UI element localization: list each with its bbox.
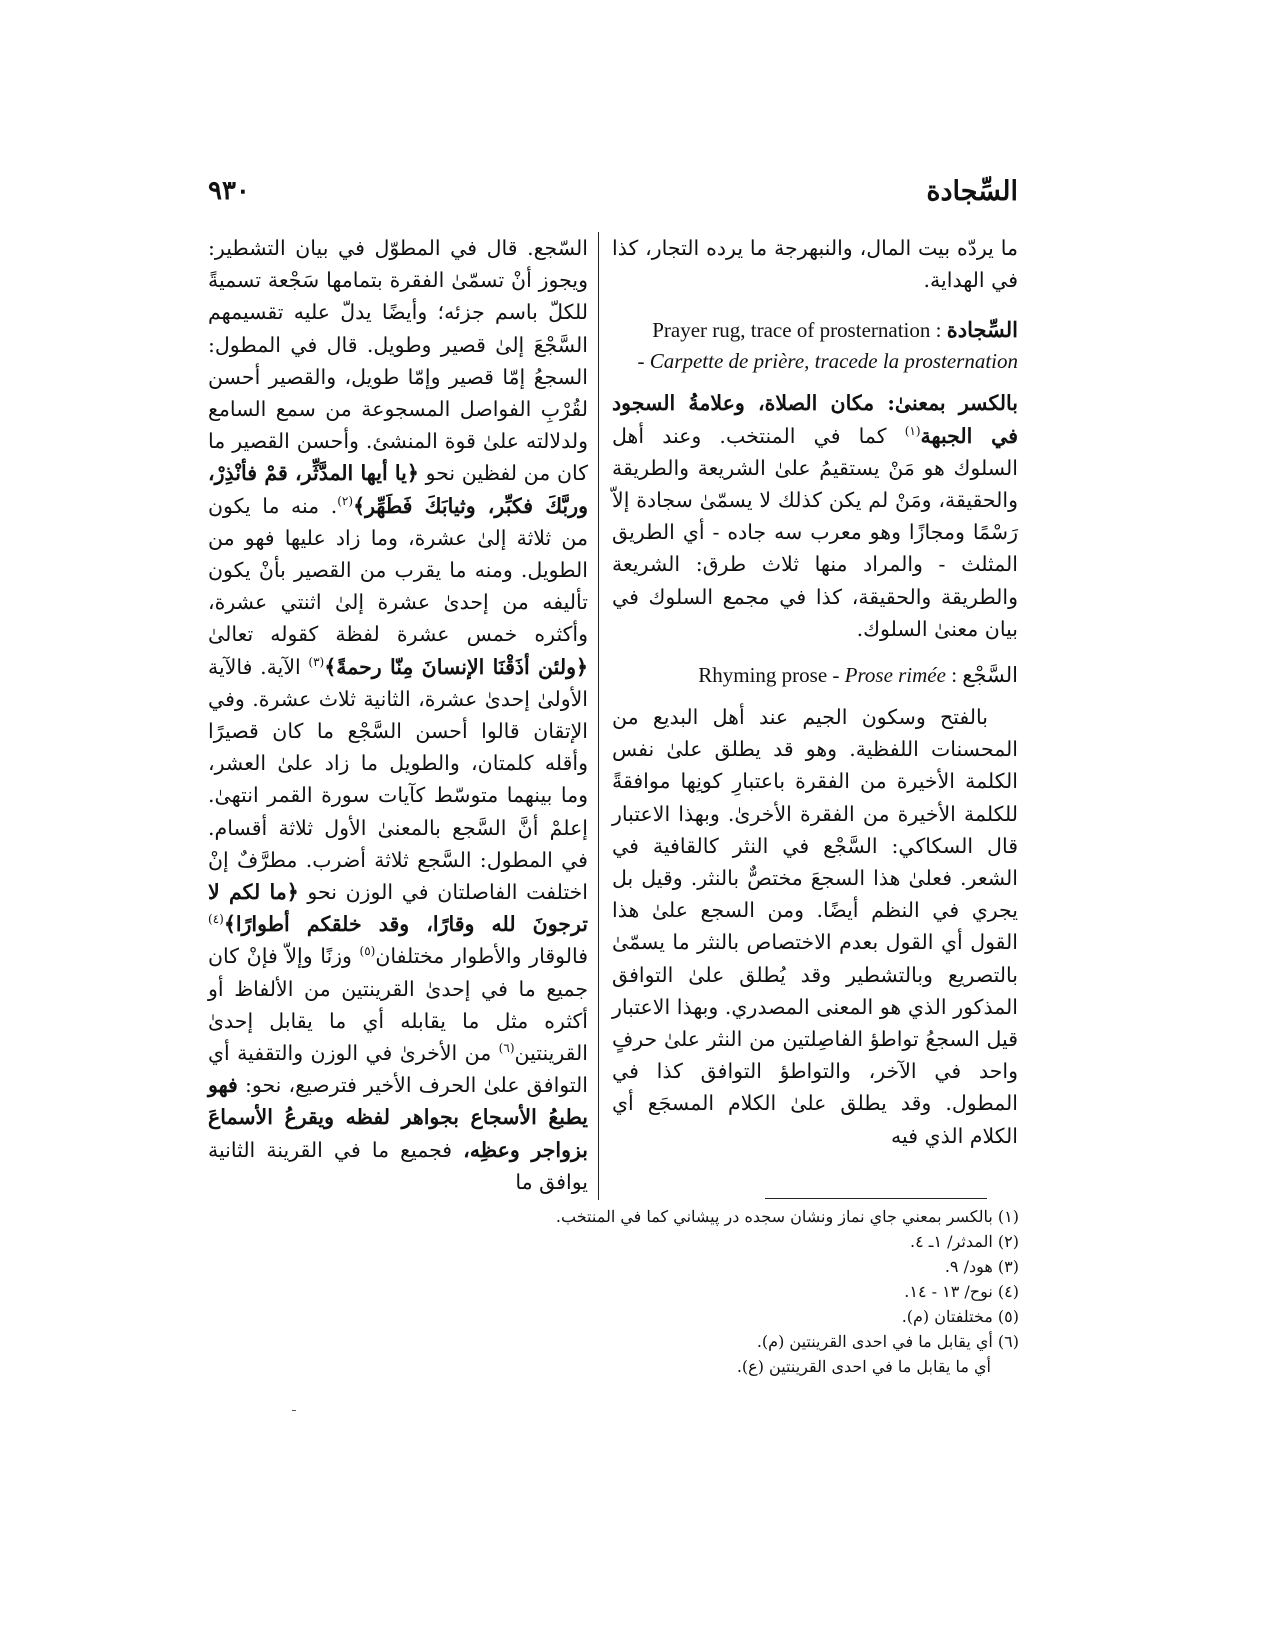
continued-paragraph <box>208 232 588 1198</box>
footnote-6: (٦) أي يقابل ما في احدى القرينتين (م). <box>756 1332 1019 1351</box>
footnote-ref: (٣) <box>308 654 325 669</box>
running-head: السِّجادة <box>926 176 1018 207</box>
footnote-ref: (١) <box>904 423 921 438</box>
body-text: الآية. فالآية الأولىٰ إحدىٰ عشرة، الثانية ثلاث عشرة. وفي الإتقان قالوا أحسن السَّجْع ما كان قصيرًا وأقله كلمتان، والطويل ما زاد علىٰ العشر، وما بينهما متوسّط كآيات سورة القمر انتهىٰ. إعلمْ أنَّ السَّجع بالمعنىٰ الأول ثلاثة أقسام. في المطول: السَّجع ثلاثة أضرب. مطرَّفٌ إنْ اختلفت الفاصلتان في الوزن نحو <box>208 654 589 905</box>
body-text: وزنًا وإلاّ فإنْ كان جميع ما في إحدىٰ القرينتين من الألفاظ أو أكثره مثل ما يقابله أي ما يقابل إحدىٰ القرينتين <box>208 944 588 1066</box>
page-number: ٩٣٠ <box>208 176 250 206</box>
left-column <box>208 232 588 1232</box>
footnote-ref: (٤) <box>208 912 224 927</box>
column-divider <box>598 232 599 1200</box>
footnote-ref: (٢) <box>337 493 354 508</box>
quran-quote: ﴿يا أيها المدَّثِّر، قمْ فأنْذِرْ، وربَّكَ فكبِّر، وثيابَكَ فَطَهِّر﴾ <box>208 461 588 518</box>
right-column <box>612 232 1018 1182</box>
example-quote: فهو يطبعُ الأسجاع بجواهر لفظه ويقرعُ الأسماعَ بزواجر وعظِه، <box>208 1073 589 1162</box>
footnote-6-continued: أي ما يقابل ما في احدى القرينتين (ع). <box>736 1357 991 1376</box>
intro-paragraph: ما يردّه بيت المال، والنبهرجة ما يرده التجار، كذا في الهداية. <box>612 236 1018 293</box>
scan-speck <box>292 1410 296 1411</box>
entry-term: السِّجادة <box>946 317 1018 343</box>
entry-english: Rhyming prose <box>698 663 828 688</box>
footnote-1: (١) بالكسر بمعني جاي نماز ونشان سجده در پيشاني كما في المنتخب. <box>555 1207 1019 1226</box>
footnote-divider <box>765 1198 987 1199</box>
quran-quote: ﴿ولئن أذَقْنَا الإنسانَ مِنّا رحمةً﴾ <box>324 654 588 679</box>
body-text: من الأخرىٰ في الوزن والتقفية أي التوافق علىٰ الحرف الأخير فترصيع، نحو: <box>208 1041 588 1098</box>
entry-french: Carpette de prière, tracede la prosternation <box>649 349 1018 374</box>
footnote-ref: (٥) <box>359 944 376 959</box>
footnotes <box>279 1204 1019 1379</box>
footnote-3: (٣) هود/ ٩. <box>944 1257 1019 1276</box>
entry-english: Prayer rug, trace of prosternation <box>652 318 931 343</box>
footnote-4: (٤) نوح/ ١٣ - ١٤. <box>904 1282 1019 1301</box>
page-header <box>208 176 1018 216</box>
footnote-2: (٢) المدثر/ ١ـ ٤. <box>910 1232 1019 1251</box>
footnote-ref: (٦) <box>498 1041 515 1056</box>
body-text: . منه ما يكون من ثلاثة إلىٰ عشرة، وما زاد عليها فهو من الطويل. ومنه ما يقرب من القصير بأنْ يكون تأليفه من إحدىٰ عشرة إلىٰ اثنتي عشرة، وأكثره خمس عشرة لفظة كقوله تعالىٰ <box>208 493 588 647</box>
entry-heading-sajjada: Prayer rug, trace of prosternation : السِّجادة - Carpette de prière, tracede la prosternation <box>637 317 1018 374</box>
entry-bold-lead: بالكسر بمعنىٰ: مكان الصلاة، وعلامةُ السجود في الجبهة <box>612 391 1018 448</box>
entry-text: كما في المنتخب. وعند أهل السلوك هو مَنْ يستقيمُ علىٰ الشريعة والطريقة والحقيقة، ومَنْ لم يكن كذلك لا يسمّىٰ سجادة إلاّ رَسْمًا ومجازًا وهو معرب سه جاده - أي الطريق المثلث - والمراد منها ثلاث طرق: الشريعة والطريقة والحقيقة، كذا في مجمع السلوك في بيان معنىٰ السلوك. <box>612 423 1018 641</box>
entry-french: Prose rimée <box>844 663 946 688</box>
body-text: السّجع. قال في المطوّل في بيان التشطير: ويجوز أنْ تسمّىٰ الفقرة بتمامها سَجْعة تسميةً للكلّ باسم جزئه؛ وأيضًا يدلّ عليه تقسيمهم السَّجْعَ إلىٰ قصير وطويل. قال في المطول: السجعُ إمّا قصير وإمّا طويل، والقصير أحسن لقُرْبِ الفواصل المسجوعة من سمع السامع ولدلالته علىٰ قوة المنشئ. وأحسن القصير ما كان من لفظين نحو <box>208 236 589 486</box>
entry-body-sajjada <box>612 387 1018 645</box>
quran-quote: ﴿ما لكم لا ترجونَ لله وقارًا، وقد خلقكم أطوارًا﴾ <box>208 880 588 937</box>
body-text: فجميع ما في القرينة الثانية يوافق ما <box>208 1137 588 1194</box>
body-text: فالوقار والأطوار مختلفان <box>375 944 588 969</box>
entry-heading-saj: Rhyming prose - Prose rimée : السَّجْع <box>698 663 1018 688</box>
entry-term: السَّجْع <box>962 663 1018 688</box>
footnote-5: (٥) مختلفتان (م). <box>901 1307 1019 1326</box>
entry-body-saj: بالفتح وسكون الجيم عند أهل البديع من المحسنات اللفظية. وهو قد يطلق علىٰ نفس الكلمة الأخيرة من الفقرة باعتبارِ كونِها موافقةً للكلمة الأخيرة من الفقرة الأخرىٰ. وبهذا الاعتبار قال السكاكي: السَّجْع في النثر كالقافية في الشعر. فعلىٰ هذا السجعَ مختصٌّ بالنثر. وقيل بل يجري في النظم أيضًا. ومن السجع علىٰ هذا القول أي القول بعدم الاختصاص بالنثر ما يسمّىٰ بالتصريع وبالتشطير وقد يُطلق علىٰ التوافق المذكور الذي هو المعنى المصدري. وبهذا الاعتبار قيل السجعُ تواطؤ الفاصِلتين من النثر علىٰ حرفٍ واحد في الآخر، والتواطؤ التوافق كذا في المطول. وقد يطلق علىٰ الكلام المسجَع أي الكلام الذي فيه <box>612 705 1018 1148</box>
